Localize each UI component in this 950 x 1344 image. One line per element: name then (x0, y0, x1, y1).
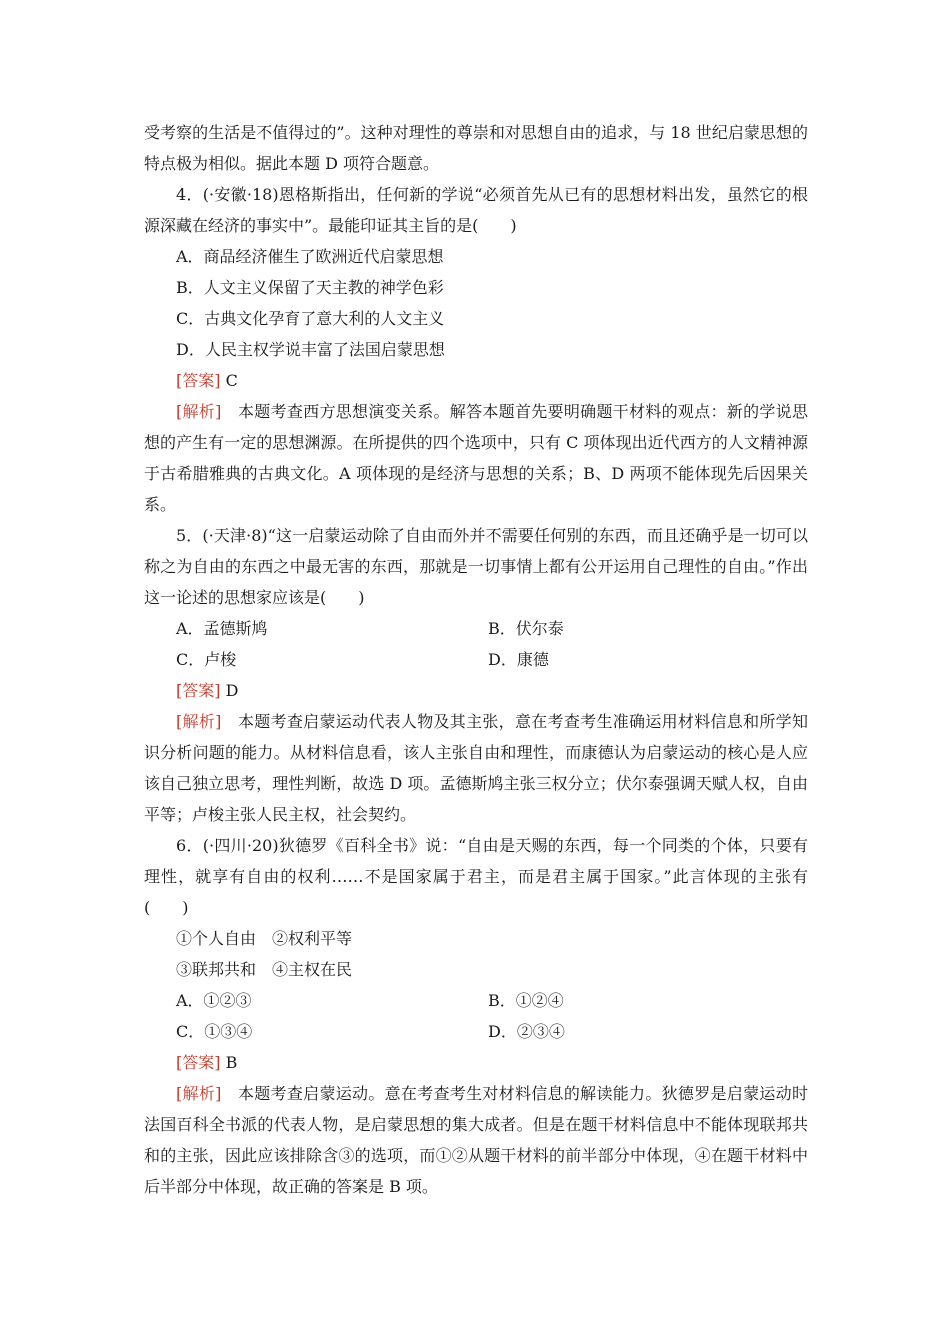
q6-option-a: A．①②③ (176, 991, 252, 1010)
q6-option-c: C．①③④ (176, 1022, 253, 1041)
q5-option-c: C．卢梭 (176, 650, 237, 669)
q4-answer-tag: [答案] (176, 371, 221, 390)
document-content (144, 117, 808, 1202)
q5-analysis-text: 本题考查启蒙运动代表人物及其主张，意在考查考生准确运用材料信息和所学知识分析问题的能力。从材料信息看，该人主张自由和理性，而康德认为启蒙运动的核心是人应该自己独立思考，理性判断，故选 D 项。孟德斯鸠主张三权分立；伏尔泰强调天赋人权，自由平等；卢梭主张人民主权，社会契约。 (144, 712, 808, 824)
q4-option-d: D．人民主权学说丰富了法国启蒙思想 (176, 340, 445, 359)
q6-options-row-1 (144, 985, 808, 1016)
q4-analysis (144, 396, 808, 520)
q4-option-c: C．古典文化孕育了意大利的人文主义 (176, 309, 445, 328)
q6-answer-tag: [答案] (176, 1053, 221, 1072)
q3-analysis-tail: 受考察的生活是不值得过的”。这种对理性的尊崇和对思想自由的追求，与 18 世纪启蒙思想的特点极为相似。据此本题 D 项符合题意。 (144, 123, 808, 173)
q4-analysis-tag: [解析] (176, 402, 222, 421)
q6-statements-1: ①个人自由 ②权利平等 (176, 929, 353, 948)
q6-analysis (144, 1078, 808, 1202)
q5-options-row-2 (144, 644, 808, 675)
q5-analysis-tag: [解析] (176, 712, 222, 731)
q5-answer (144, 675, 808, 706)
q6-answer-value: B (225, 1053, 238, 1072)
q6-statements-2: ③联邦共和 ④主权在民 (176, 960, 353, 979)
q4-answer-value: C (225, 371, 238, 390)
q5-option-d: D．康德 (488, 650, 549, 669)
q6-option-d: D．②③④ (488, 1022, 565, 1041)
q5-answer-tag: [答案] (176, 681, 221, 700)
q6-answer (144, 1047, 808, 1078)
q6-options-row-2 (144, 1016, 808, 1047)
q6-analysis-tag: [解析] (176, 1084, 222, 1103)
q6-analysis-text: 本题考查启蒙运动。意在考查考生对材料信息的解读能力。狄德罗是启蒙运动时法国百科全书派的代表人物，是启蒙思想的集大成者。但是在题干材料信息中不能体现联邦共和的主张，因此应该排除含③的选项，而①②从题干材料的前半部分中体现，④在题干材料中后半部分中体现，故正确的答案是 B 项。 (144, 1084, 808, 1196)
q4-option-a: A．商品经济催生了欧洲近代启蒙思想 (176, 247, 444, 266)
q4-answer (144, 365, 808, 396)
q5-option-a: A．孟德斯鸠 (176, 619, 268, 638)
q5-options-row-1 (144, 613, 808, 644)
q5-option-b: B．伏尔泰 (488, 619, 564, 638)
q5-analysis (144, 706, 808, 830)
q5-stem: 5．(·天津·8)“这一启蒙运动除了自由而外并不需要任何别的东西，而且还确乎是一切可以称之为自由的东西之中最无害的东西，那就是一切事情上都有公开运用自己理性的自由。”作出这一论述的思想家应该是( ) (144, 526, 808, 607)
q4-stem: 4．(·安徽·18)恩格斯指出，任何新的学说“必须首先从已有的思想材料出发，虽然它的根源深藏在经济的事实中”。最能印证其主旨的是( ) (144, 185, 808, 235)
q4-analysis-text: 本题考查西方思想演变关系。解答本题首先要明确题干材料的观点：新的学说思想的产生有一定的思想渊源。在所提供的四个选项中，只有 C 项体现出近代西方的人文精神源于古希腊雅典的古典文化。A 项体现的是经济与思想的关系；B、D 两项不能体现先后因果关系。 (144, 402, 808, 514)
q5-answer-value: D (225, 681, 239, 700)
q6-option-b: B．①②④ (488, 991, 564, 1010)
q4-option-b: B．人文主义保留了天主教的神学色彩 (176, 278, 444, 297)
q6-stem: 6．(·四川·20)狄德罗《百科全书》说：“自由是天赐的东西，每一个同类的个体，只要有理性，就享有自由的权利……不是国家属于君主，而是君主属于国家。”此言体现的主张有( ) (144, 836, 808, 917)
